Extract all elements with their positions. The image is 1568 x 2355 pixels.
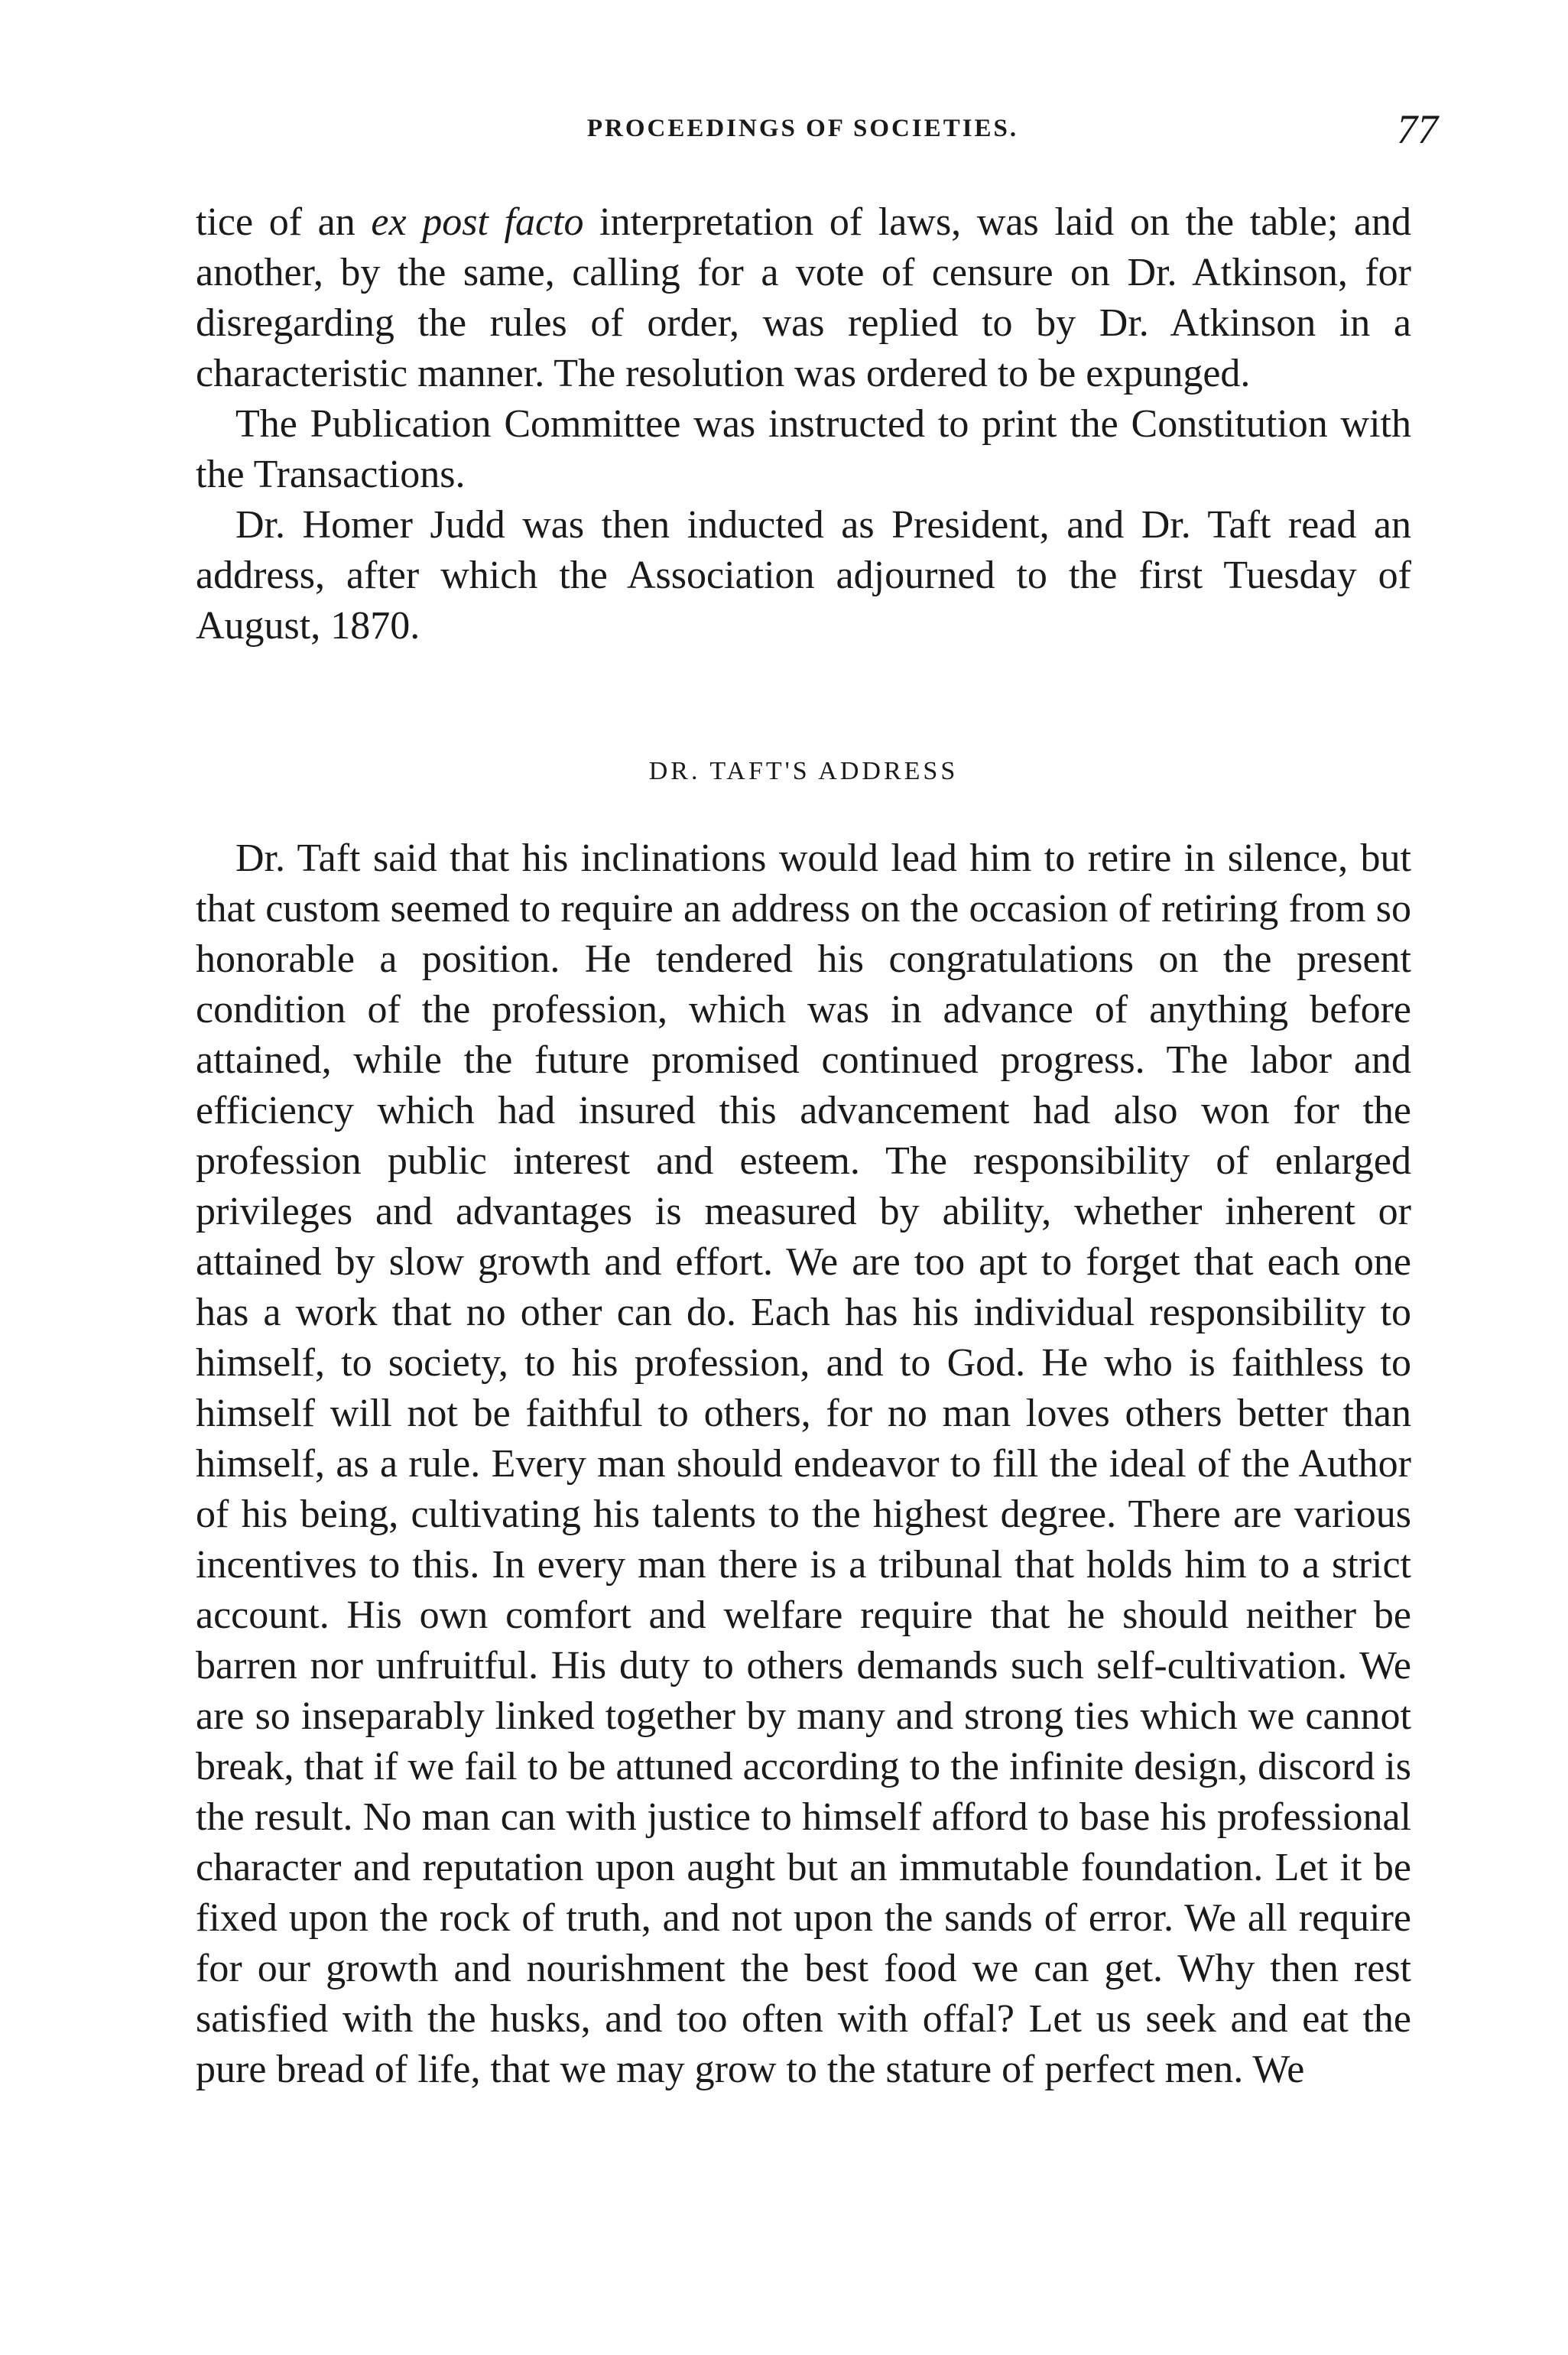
paragraph-address: Dr. Taft said that his inclinations would lead him to retire in silence, but that custom seemed to require an address on the occasion of retiring from so honorable a position. He tendered his congratulations on the present condition of the profession, which was in advance of anything before attained, while the future promised continued progress. The labor and efficiency which had insured this advancement had also won for the profession public interest and esteem. The responsibility of enlarged privileges and advantages is measured by ability, whether inherent or attained by slow growth and effort. We are too apt to forget that each one has a work that no other can do. Each has his individual responsibility to himself, to society, to his profession, and to God. He who is faithless to himself will not be faithful to others, for no man loves others better than himself, as a rule. Every man should endeavor to fill the ideal of the Author of his being, cultivating his talents to the highest degree. There are various incentives to this. In every man there is a tribunal that holds him to a strict account. His own comfort and welfare require that he should neither be barren nor unfruitful. His duty to others demands such self-cultivation. We are so inseparably linked together by many and strong ties which we cannot break, that if we fail to be attuned according to the infinite design, discord is the result. No man can with justice to himself afford to base his professional character and reputation upon aught but an immutable foundation. Let it be fixed upon the rock of truth, and not upon the sands of error. We all require for our growth and nourishment the best food we can get. Why then rest satisfied with the husks, and too often with offal? Let us seek and eat the pure bread of life, that we may grow to the stature of perfect men. We: [196, 836, 1411, 2091]
text-run: interpretation of laws, was laid on the table; and another, by the same, calling for a vote of censure on Dr. Atkinson, for disregarding the rules of order, was replied to by Dr. Atkinson in a characteristic manner. The resolution was ordered to be expunged.: [196, 200, 1411, 395]
section-heading: DR. TAFT'S ADDRESS: [648, 757, 959, 785]
page-number: 77: [1397, 106, 1438, 152]
paragraph-publication-committee: The Publication Committee was instructed to print the Constitution with the Transactions.: [196, 402, 1411, 496]
italic-phrase: ex post facto: [371, 200, 584, 244]
paragraph-president-inducted: Dr. Homer Judd was then inducted as President, and Dr. Taft read an address, after which the Association adjourned to the first Tuesday of August, 1870.: [196, 503, 1411, 648]
address-text: [196, 833, 1411, 2095]
text-run: tice of an: [196, 200, 372, 244]
running-title: PROCEEDINGS OF SOCIETIES.: [586, 115, 1019, 142]
proceedings-text: [196, 197, 1411, 651]
paragraph-continuation: [196, 197, 1411, 399]
